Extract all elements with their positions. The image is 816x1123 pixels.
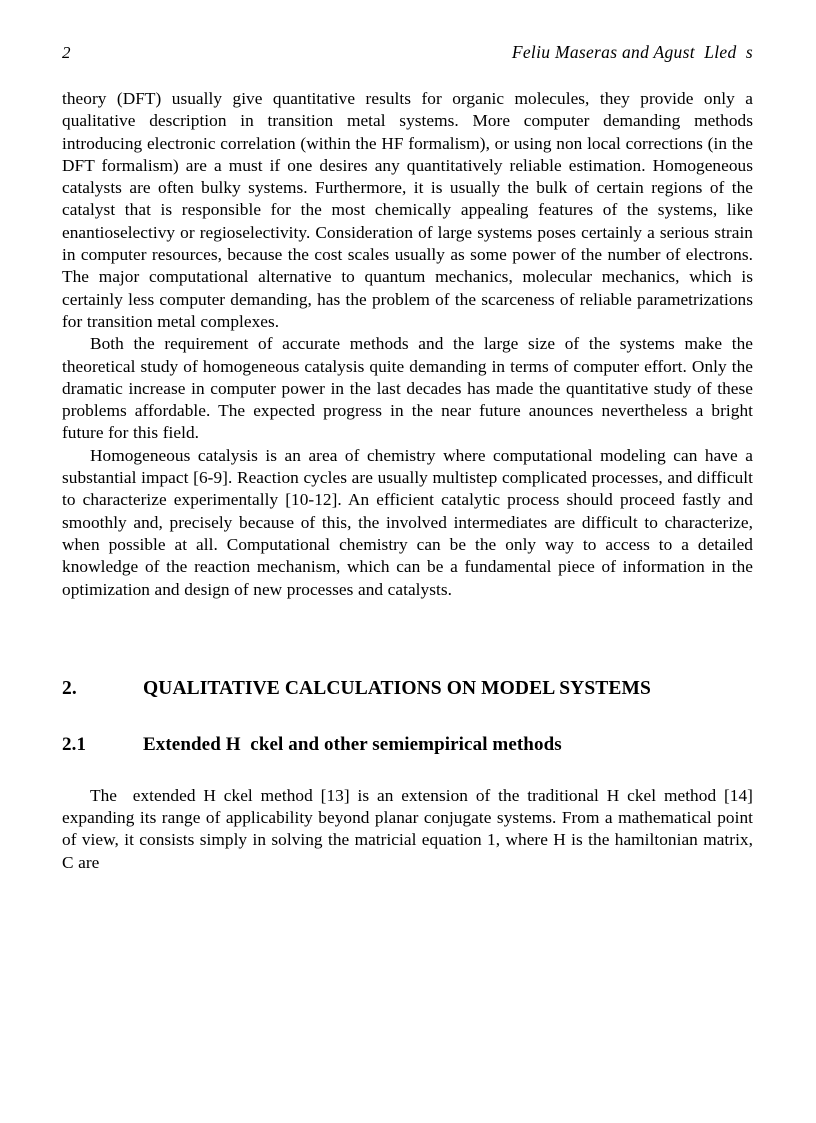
body-paragraph-2: Both the requirement of accurate methods and the large size of the systems make the theoretical study of homogeneous catalysis quite demanding in terms of computer effort. Only the dramatic increase in computer power in the last decades has made the quantitative study of these problems affordable. The expected progress in the near future anounces nevertheless a bright future for this field. — [62, 334, 758, 443]
heading-body-spacer — [62, 758, 753, 785]
section-spacer — [62, 601, 753, 676]
body-paragraph-3: Homogeneous catalysis is an area of chemistry where computational modeling can have a substantial impact [6-9]. Reaction cycles are usually multistep complicated processes, and difficult to characterize experimentally [10-12]. An efficient catalytic process should proceed fastly and smoothly and, precisely because of this, the involved intermediates are difficult to characterize, when possible at all. Computational chemistry can be the only way to access to a detailed knowledge of the reaction mechanism, which can be a fundamental piece of information in the optimization and design of new processes and catalysts. — [62, 445, 758, 599]
page-text-block — [62, 88, 758, 874]
body-paragraph-4: The extended H ckel method [13] is an extension of the traditional H ckel method [14] expanding its range of applicability beyond planar conjugate systems. From a mathematical point of view, it consists simply in solving the matricial equation 1, where H is the hamiltonian matrix, C are — [62, 785, 758, 872]
section-heading-2-1-title: Extended H ckel and other semiempirical methods — [143, 733, 562, 755]
section-heading-2 — [62, 676, 753, 702]
section-heading-2-1 — [62, 732, 753, 758]
section-heading-2-1-number: 2.1 — [62, 733, 87, 755]
section-heading-2-title: QUALITATIVE CALCULATIONS ON MODEL SYSTEMS — [143, 677, 651, 699]
running-head-authors: Feliu Maseras and Agust Lled s — [511, 42, 753, 62]
subsection-spacer — [62, 702, 753, 732]
section-heading-2-number: 2. — [62, 677, 77, 699]
running-head — [62, 42, 753, 66]
page-number: 2 — [62, 43, 71, 62]
body-paragraph-1: theory (DFT) usually give quantitative results for organic molecules, they provide only a qualitative description in transition metal systems. More computer demanding methods introducing electronic correlation (within the HF formalism), or using non local corrections (in the DFT formalism) are a must if one desires any quantitatively reliable estimation. Homogeneous catalysts are often bulky systems. Furthermore, it is usually the bulk of certain regions of the catalyst that is responsible for the most chemically appealing features of the systems, like enantioselectivy or regioselectivity. Consideration of large systems poses certainly a serious strain in computer resources, because the cost scales usually as some power of the number of electrons. The major computational alternative to quantum mechanics, molecular mechanics, which is certainly less computer demanding, has the problem of the scarceness of reliable parametrizations for transition metal complexes. — [62, 89, 758, 331]
